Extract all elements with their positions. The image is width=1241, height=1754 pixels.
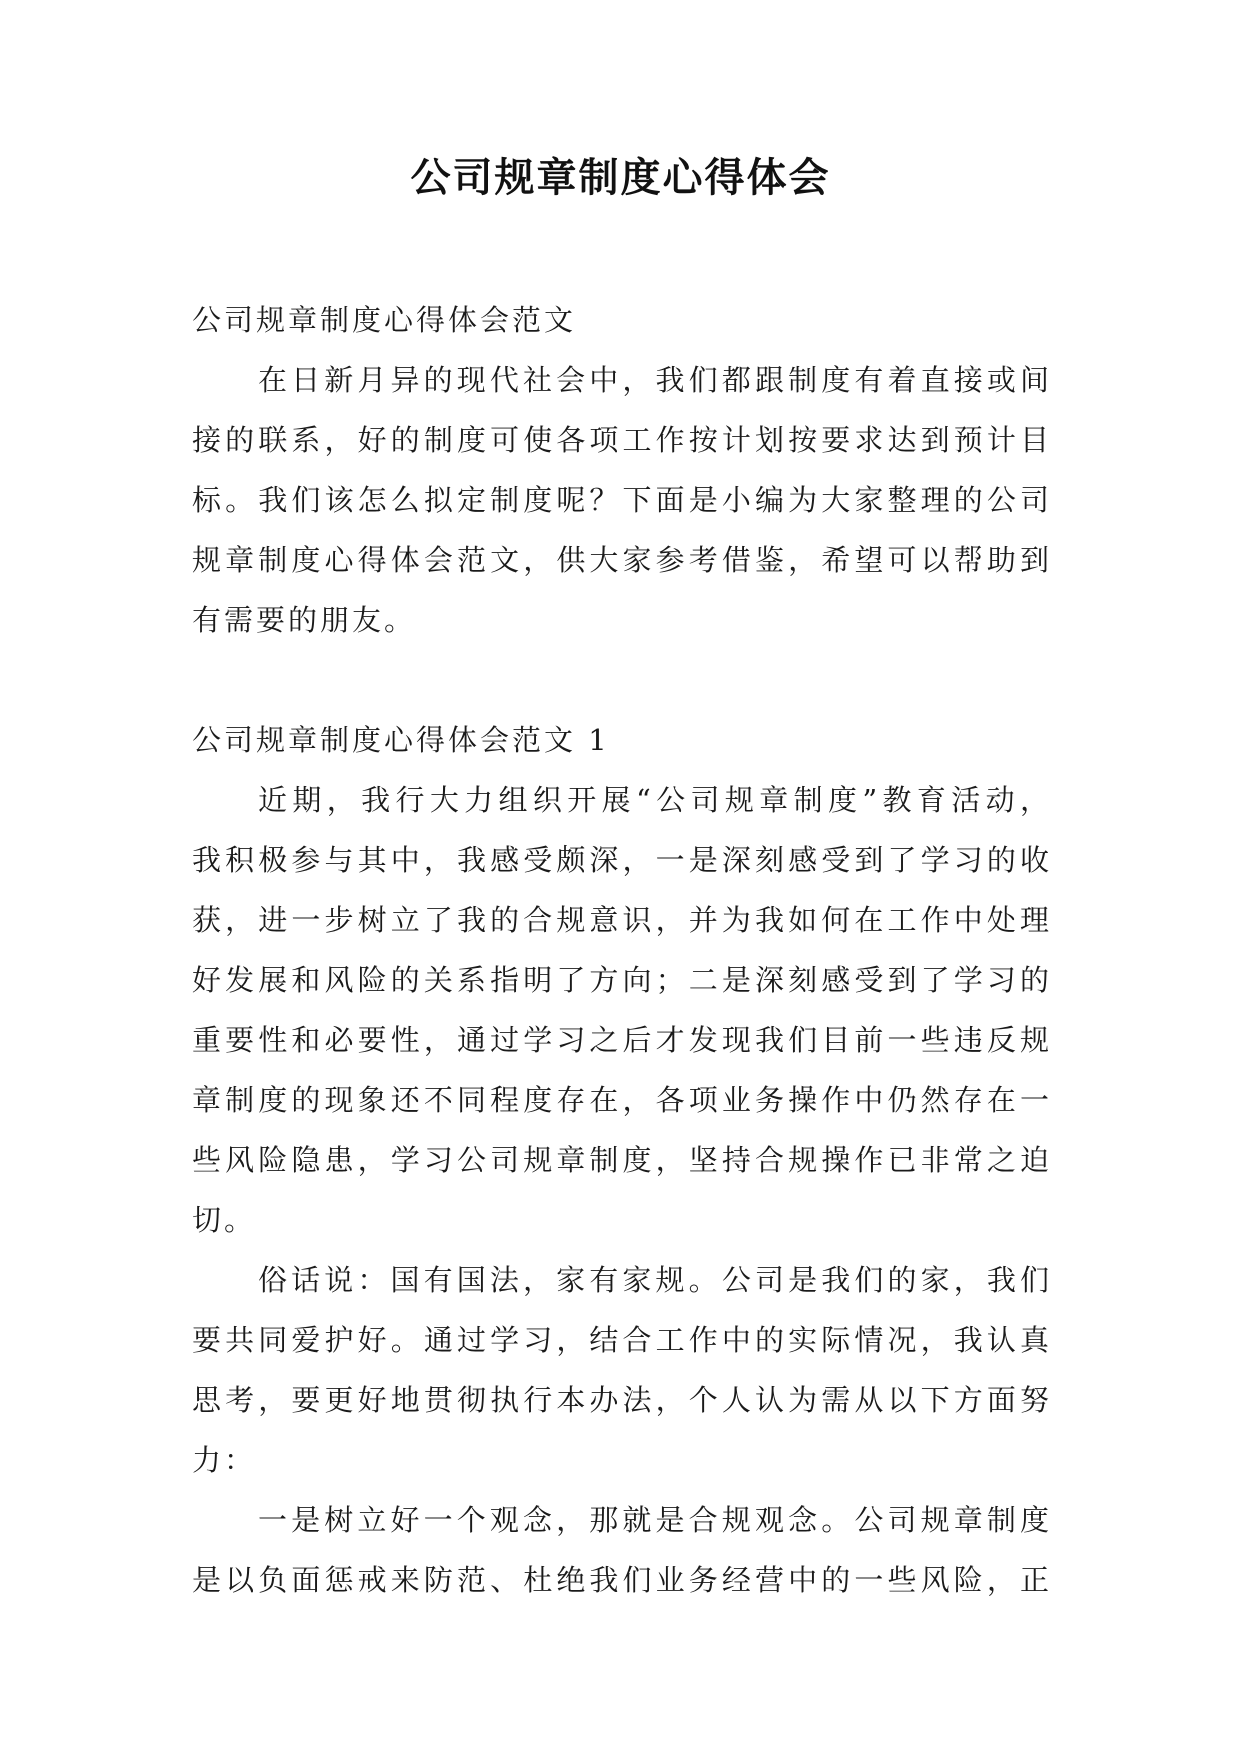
paragraph-line: 章制度的现象还不同程度存在，各项业务操作中仍然存在一 bbox=[192, 1083, 1052, 1117]
paragraph-line: 重要性和必要性，通过学习之后才发现我们目前一些违反规 bbox=[192, 1023, 1052, 1057]
paragraph-line: 力： bbox=[192, 1443, 257, 1477]
document-title: 公司规章制度心得体会 bbox=[410, 155, 831, 201]
paragraph-line: 一是树立好一个观念，那就是合规观念。公司规章制度 bbox=[258, 1503, 1052, 1537]
intro-line: 有需要的朋友。 bbox=[192, 603, 417, 637]
intro-heading: 公司规章制度心得体会范文 bbox=[192, 303, 577, 337]
document-body bbox=[192, 290, 1052, 1610]
intro-line: 接的联系，好的制度可使各项工作按计划按要求达到预计目 bbox=[192, 423, 1052, 457]
paragraph-line: 获，进一步树立了我的合规意识，并为我如何在工作中处理 bbox=[192, 903, 1052, 937]
paragraph-gap bbox=[192, 650, 1052, 710]
paragraph-line: 些风险隐患，学习公司规章制度，坚持合规操作已非常之迫 bbox=[192, 1143, 1052, 1177]
paragraph-line: 我积极参与其中，我感受颇深，一是深刻感受到了学习的收 bbox=[192, 843, 1052, 877]
paragraph-line: 切。 bbox=[192, 1203, 257, 1237]
paragraph-line: 要共同爱护好。通过学习，结合工作中的实际情况，我认真 bbox=[192, 1323, 1052, 1357]
intro-line: 标。我们该怎么拟定制度呢？下面是小编为大家整理的公司 bbox=[192, 483, 1052, 517]
paragraph-line: 是以负面惩戒来防范、杜绝我们业务经营中的一些风险，正 bbox=[192, 1563, 1052, 1597]
intro-line: 规章制度心得体会范文，供大家参考借鉴，希望可以帮助到 bbox=[192, 543, 1052, 577]
intro-line: 在日新月异的现代社会中，我们都跟制度有着直接或间 bbox=[258, 363, 1052, 397]
paragraph-line: 近期，我行大力组织开展“公司规章制度”教育活动， bbox=[258, 783, 1052, 817]
paragraph-line: 思考，要更好地贯彻执行本办法，个人认为需从以下方面努 bbox=[192, 1383, 1052, 1417]
section-heading: 公司规章制度心得体会范文 1 bbox=[192, 723, 610, 757]
paragraph-line: 俗话说：国有国法，家有家规。公司是我们的家，我们 bbox=[258, 1263, 1052, 1297]
paragraph-line: 好发展和风险的关系指明了方向；二是深刻感受到了学习的 bbox=[192, 963, 1052, 997]
